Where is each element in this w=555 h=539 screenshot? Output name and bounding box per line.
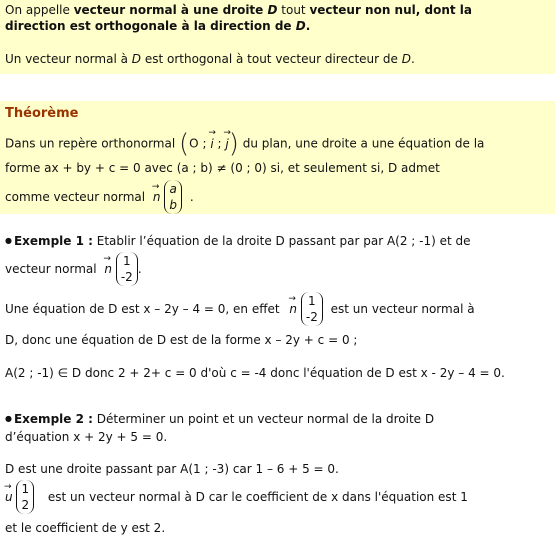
example-2-answer-3: et le coefficient de y est 2. [5, 521, 166, 535]
vector-j: → j [225, 137, 228, 151]
intro-line-1: On appelle vecteur normal à une droite D tout vecteur non nul, dont la [5, 3, 472, 17]
example-2-question-2: d’équation x + 2y + 5 = 0. [5, 430, 168, 444]
example-1-answer-2: D, donc une équation de D est de la forme x – 2y + c = 0 ; [5, 333, 358, 347]
example-1-question: ● Exemple 1 : Etablir l’équation de la droite D passant par par A(2 ; -1) et de [5, 234, 471, 248]
theorem-title: Théorème [5, 106, 79, 121]
example-2-question: ● Exemple 2 : Déterminer un point et un vecteur normal de la droite D [5, 412, 434, 426]
example-2-answer-1: D est une droite passant par A(1 ; -3) car 1 – 6 + 5 = 0. [5, 462, 339, 476]
vector-n: → n [289, 302, 297, 316]
vector-n: → n [153, 190, 161, 204]
right-paren: ) [228, 129, 239, 159]
theorem-line-2: forme ax + by + c = 0 avec (a ; b) ≠ (0 ; 0) si, et seulement si, D admet [5, 161, 440, 175]
example-1-answer-1: Une équation de D est x – 2y – 4 = 0, en effet → n 1 -2 est un vecteur normal à [5, 292, 475, 326]
intro-line-3: Un vecteur normal à D est orthogonal à tout vecteur directeur de D. [5, 52, 415, 66]
vector-u-coordinates: 1 2 [16, 480, 34, 514]
vector-n: → n [104, 262, 112, 276]
vector-u: → u [5, 490, 13, 504]
vector-n-coordinates: 1 -2 [116, 252, 138, 286]
left-paren: ( [179, 129, 190, 159]
vector-n-coordinates: 1 -2 [301, 292, 323, 326]
example-2-answer-2: → u 1 2 est un vecteur normal à D car le coefficient de x dans l'équation est 1 [5, 480, 468, 514]
vector-i: → i [210, 137, 213, 151]
theorem-line-1: Dans un repère orthonormal (O ; → i ; → j) du plan, une droite a une équation de la [5, 131, 484, 157]
example-1-answer-3: A(2 ; -1) ∈ D donc 2 + 2+ c = 0 d'où c = -4 donc l'équation de D est x - 2y – 4 = 0. [5, 366, 505, 380]
intro-line-2: direction est orthogonale à la direction de D. [5, 19, 311, 33]
theorem-line-3: comme vecteur normal → n a b . [5, 180, 194, 214]
vector-n-coordinates: a b [164, 180, 182, 214]
example-1-question-2: vecteur normal → n 1 -2 . [5, 252, 142, 286]
